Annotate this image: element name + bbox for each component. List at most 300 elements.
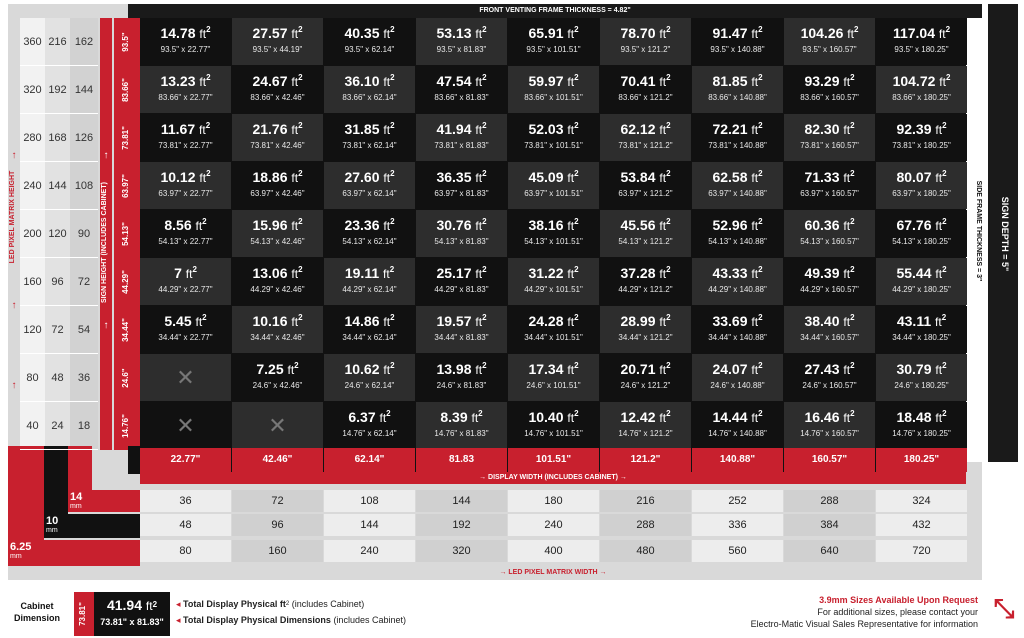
area-cell [324,306,415,353]
area-dimensions: 34.44" x 180.25" [892,333,951,342]
area-value [600,169,691,186]
area-number: 28.99 [620,313,656,329]
area-dimensions: 83.66" x 140.88" [708,93,767,102]
left-pixel-value: 240 [23,180,42,192]
area-cell [232,114,323,161]
area-cell [784,306,875,353]
area-sup: 2 [574,265,579,274]
area-sup: 2 [850,265,855,274]
area-unit: ft [383,315,391,329]
legend-area-suffix: (includes Cabinet) [289,599,365,609]
width-value: 101.51" [508,448,599,472]
area-number: 7 [174,265,182,281]
legend-title [6,600,68,624]
area-cell [692,66,783,113]
area-unit: ft [567,363,575,377]
area-number: 38.16 [528,217,564,233]
area-dimensions: 24.6" x 121.2" [620,381,671,390]
area-number: 62.58 [712,169,748,185]
area-value [416,265,507,282]
area-number: 16.46 [804,409,840,425]
area-value [508,217,599,234]
area-number: 49.39 [804,265,840,281]
front-venting-label: FRONT VENTING FRAME THICKNESS = 4.82" [479,7,631,14]
row-divider [20,449,98,450]
area-value [232,25,323,42]
area-unit: ft [843,411,851,425]
area-sup: 2 [666,217,671,226]
area-number: 5.45 [164,313,192,329]
area-value [416,169,507,186]
area-value [140,265,231,282]
area-number: 10.62 [344,361,380,377]
area-dimensions: 14.76" x 140.88" [708,429,767,438]
area-cell [692,162,783,209]
area-unit: ft [291,123,299,137]
sign-height-value: 44.29" [121,270,130,294]
area-cell [876,18,967,65]
left-pixel-value: 96 [51,276,64,288]
area-unit: ft [659,219,667,233]
legend-height: 73.81" [78,602,87,626]
area-unit: ft [195,315,203,329]
area-cell [508,114,599,161]
area-dimensions: 54.13" x 121.2" [618,237,673,246]
area-cell [784,258,875,305]
area-sup: 2 [390,73,395,82]
up-arrow-icon: ↑ [11,300,17,311]
area-value [324,265,415,282]
area-sup: 2 [202,313,207,322]
area-number: 31.85 [344,121,380,137]
pitch-label [10,542,50,562]
bottom-pixel-value: 480 [600,540,691,562]
area-sup: 2 [574,361,579,370]
area-value [876,25,967,42]
area-unit: ft [843,315,851,329]
area-cell [508,258,599,305]
area-unit: ft [843,267,851,281]
area-cell [876,354,967,401]
area-unit: ft [751,411,759,425]
area-sup: 2 [758,361,763,370]
area-cell [876,162,967,209]
area-number: 38.40 [804,313,840,329]
area-value [876,121,967,138]
area-sup: 2 [482,121,487,130]
area-number: 72.21 [712,121,748,137]
area-number: 20.71 [620,361,656,377]
area-dimensions: 54.13" x 160.57" [800,237,859,246]
area-sup: 2 [574,217,579,226]
display-width-strip [140,472,966,484]
area-unit: ft [659,267,667,281]
area-dimensions: 14.76" x 160.57" [800,429,859,438]
area-value [508,313,599,330]
area-dimensions: 73.81" x 81.83" [434,141,489,150]
left-pixel-value: 36 [77,372,91,384]
area-unit: ft [379,411,387,425]
bottom-pixel-value: 160 [232,540,323,562]
area-number: 8.56 [164,217,192,233]
area-dimensions: 63.97" x 81.83" [434,189,489,198]
area-cell [232,258,323,305]
left-pixel-value: 126 [74,132,94,144]
area-value [140,313,231,330]
area-dimensions: 34.44" x 81.83" [434,333,489,342]
pitch-unit: mm [46,527,58,534]
area-sup: 2 [574,169,579,178]
area-number: 36.35 [436,169,472,185]
area-unit: ft [195,219,203,233]
area-number: 59.97 [528,73,564,89]
area-dimensions: 24.6" x 62.14" [344,381,395,390]
resize-arrows-icon: ⤡ [993,593,1015,623]
bottom-pixel-value: 216 [600,490,691,512]
area-value [692,169,783,186]
area-dimensions: 54.13" x 140.88" [708,237,767,246]
area-dimensions: 14.76" x 101.51" [524,429,583,438]
area-number: 11.67 [160,121,196,137]
area-sup: 2 [666,361,671,370]
led-width-arrow-left: → [499,569,509,576]
area-unit: ft [475,363,483,377]
area-sup: 2 [482,217,487,226]
area-value [876,313,967,330]
area-cell [232,354,323,401]
bottom-pixel-value: 320 [416,540,507,562]
area-dimensions: 44.29" x 81.83" [434,285,489,294]
area-unit: ft [843,219,851,233]
area-dimensions: 83.66" x 81.83" [434,93,489,102]
area-cell [876,258,967,305]
area-cell [600,210,691,257]
area-number: 23.36 [344,217,380,233]
display-width-label: DISPLAY WIDTH (INCLUDES CABINET) [488,474,618,481]
area-cell [324,354,415,401]
area-dimensions: 24.6" x 81.83" [436,381,487,390]
area-dimensions: 14.76" x 81.83" [434,429,489,438]
pitch-number: 10 [46,515,59,527]
area-value [600,217,691,234]
left-pixel-value: 216 [48,36,67,48]
bottom-pixel-value: 640 [784,540,875,562]
area-cell [416,210,507,257]
area-value [324,25,415,42]
area-number: 33.69 [712,313,748,329]
area-dimensions: 14.76" x 180.25" [892,429,951,438]
left-pixel-value: 320 [23,84,42,96]
bottom-pixel-value: 400 [508,540,599,562]
up-arrow-icon: ↑ [11,150,17,161]
area-cell [416,402,507,449]
bottom-pixel-value: 192 [416,514,507,536]
led-height-label: LED PIXEL MATRIX HEIGHT [9,170,16,264]
area-cell [876,66,967,113]
area-value [876,409,967,426]
area-unit: ft [475,171,483,185]
legend-unit: ft [145,599,153,613]
area-cell [232,66,323,113]
area-unit: ft [938,27,946,41]
sign-height-value: 93.5" [121,32,130,52]
area-unit: ft [567,219,575,233]
bottom-pixel-value: 80 [140,540,231,562]
left-pixel-value: 18 [77,420,91,432]
area-dimensions: 14.76" x 62.14" [342,429,397,438]
area-sup: 2 [945,73,951,82]
pitch-unit: mm [10,553,22,560]
area-dimensions: 44.29" x 121.2" [618,285,673,294]
area-number: 27.43 [804,361,840,377]
area-cell [784,210,875,257]
area-cell [324,66,415,113]
area-value [416,313,507,330]
legend-dims-arrow: ◂ [176,615,181,625]
area-number: 52.96 [712,217,748,233]
area-sup: 2 [941,313,947,322]
area-cell [692,258,783,305]
area-sup: 2 [482,25,487,34]
area-value [600,121,691,138]
area-dimensions: 34.44" x 101.51" [524,333,583,342]
area-dimensions: 24.6" x 160.57" [802,381,857,390]
area-number: 78.70 [620,25,656,41]
area-dimensions: 44.29" x 42.46" [250,285,305,294]
area-unit: ft [383,363,391,377]
area-unit: ft [199,123,206,137]
area-cell [692,210,783,257]
area-value [416,217,507,234]
area-unit: ft [185,267,193,281]
width-value: 42.46" [232,448,323,472]
area-sup: 2 [206,73,211,82]
legend-area-note [176,598,416,610]
area-unit: ft [847,27,854,41]
area-number: 36.10 [344,73,380,89]
area-number: 14.78 [160,25,196,41]
area-value [232,121,323,138]
area-sup: 2 [666,121,671,130]
area-cell [508,162,599,209]
area-cell [416,18,507,65]
area-unit: ft [567,171,575,185]
area-value [692,361,783,378]
area-cell [140,258,231,305]
left-pixel-value: 168 [48,132,67,144]
footnote-line2: Electro-Matic Visual Sales Representative for information [750,619,978,629]
area-unit: ft [291,315,299,329]
legend-sup: 2 [152,600,158,609]
area-dimensions: 54.13" x 62.14" [342,237,397,246]
area-unit: ft [199,75,207,89]
area-cell [508,66,599,113]
area-number: 41.94 [436,121,472,137]
area-cell [600,66,691,113]
area-unit: ft [751,363,759,377]
area-number: 13.06 [252,265,288,281]
area-cell [600,18,691,65]
area-sup: 2 [942,169,947,178]
width-value: 160.57" [784,448,875,472]
area-cell [416,162,507,209]
area-value [600,361,691,378]
area-dimensions: 63.97" x 160.57" [800,189,859,198]
pitch-number: 6.25 [10,541,32,553]
bottom-pixel-value: 144 [324,514,415,536]
area-number: 12.42 [620,409,656,425]
area-number: 43.33 [712,265,748,281]
area-unit: ft [751,267,759,281]
area-unit: ft [567,123,575,137]
area-sup: 2 [942,265,947,274]
area-unit: ft [939,75,946,89]
area-sup: 2 [298,217,303,226]
area-number: 37.28 [620,265,656,281]
area-unit: ft [843,171,851,185]
area-unit: ft [475,75,483,89]
area-dimensions: 34.44" x 160.57" [800,333,859,342]
area-number: 117.04 [892,25,936,41]
area-unit: ft [567,315,575,329]
area-dimensions: 34.44" x 140.88" [708,333,767,342]
area-sup: 2 [298,25,303,34]
area-cell [784,402,875,449]
area-number: 47.54 [436,73,472,89]
bottom-pixel-value: 48 [140,514,231,536]
area-dimensions: 83.66" x 180.25" [892,93,951,102]
area-sup: 2 [478,409,483,418]
area-value [416,25,507,42]
area-number: 45.09 [528,169,564,185]
area-sup: 2 [945,25,951,34]
area-value [140,217,231,234]
area-value [508,73,599,90]
area-number: 104.26 [800,25,844,41]
left-pixel-value: 54 [77,324,91,336]
area-sup: 2 [574,409,579,418]
area-unit: ft [383,123,391,137]
area-cell [324,114,415,161]
area-number: 14.86 [344,313,380,329]
up-arrow-icon: ↑ [103,150,109,161]
area-number: 21.76 [252,121,288,137]
area-value [784,313,875,330]
area-unit: ft [751,75,759,89]
bottom-pixel-value: 432 [876,514,967,536]
area-sup: 2 [850,121,855,130]
area-value [876,217,967,234]
area-dimensions: 24.6" x 180.25" [894,381,949,390]
area-unit: ft [475,27,483,41]
area-unit: ft [659,75,667,89]
area-sup: 2 [202,217,207,226]
area-value [692,25,783,42]
footnote-line1: For additional sizes, please contact your [817,607,978,617]
area-dimensions: 73.81" x 22.77" [158,141,213,150]
area-sup: 2 [850,409,855,418]
area-number: 70.41 [620,73,656,89]
pitch-label [46,516,86,536]
area-value [508,409,599,426]
bottom-pixel-value: 144 [416,490,507,512]
area-sup: 2 [298,313,303,322]
area-cell [784,114,875,161]
area-value [140,73,231,90]
legend-cell [94,592,170,636]
area-value [324,409,415,426]
area-sup: 2 [758,409,763,418]
area-value [784,121,875,138]
width-value: 180.25" [876,448,967,472]
unavailable-x-icon: ✕ [176,365,195,390]
left-pixel-value: 162 [74,36,94,48]
area-number: 92.39 [896,121,932,137]
area-sup: 2 [482,169,487,178]
area-unit: ft [287,363,295,377]
legend-dims-suffix: (includes Cabinet) [330,615,406,625]
area-unit: ft [567,267,575,281]
area-cell [600,162,691,209]
area-value [876,361,967,378]
area-number: 14.44 [712,409,748,425]
legend-dims: 73.81" x 81.83" [100,617,164,627]
area-value [784,265,875,282]
area-number: 80.07 [896,169,932,185]
area-unit: ft [659,315,667,329]
area-unit: ft [199,27,207,41]
area-cell [416,258,507,305]
area-value [416,361,507,378]
area-number: 31.22 [528,265,564,281]
led-width-arrow-right: → [597,569,607,576]
area-sup: 2 [850,313,855,322]
area-number: 71.33 [804,169,840,185]
area-value [692,265,783,282]
area-cell [416,114,507,161]
area-sup: 2 [206,25,211,34]
area-cell [600,354,691,401]
area-sup: 2 [298,121,303,130]
area-value [232,169,323,186]
bottom-pixel-value: 384 [784,514,875,536]
area-dimensions: 54.13" x 42.46" [250,237,305,246]
area-dimensions: 93.5" x 180.25" [894,45,949,54]
area-dimensions: 24.6" x 101.51" [526,381,581,390]
area-cell [416,306,507,353]
area-number: 40.35 [344,25,380,41]
area-sup: 2 [298,73,303,82]
area-number: 25.17 [436,265,472,281]
area-number: 104.72 [892,73,936,89]
area-sup: 2 [758,25,763,34]
area-unit: ft [475,267,483,281]
area-dimensions: 83.66" x 62.14" [342,93,397,102]
area-sup: 2 [205,121,211,130]
area-number: 19.11 [344,265,380,281]
area-value [784,169,875,186]
led-width-label-wrap [140,566,966,580]
left-pixel-value: 360 [23,36,42,48]
area-unit: ft [751,27,759,41]
area-cell [876,306,967,353]
area-dimensions: 44.29" x 22.77" [158,285,213,294]
area-dimensions: 73.81" x 101.51" [524,141,583,150]
area-sup: 2 [666,265,671,274]
bottom-pixel-value: 108 [324,490,415,512]
area-number: 27.57 [252,25,288,41]
area-sup: 2 [390,217,395,226]
